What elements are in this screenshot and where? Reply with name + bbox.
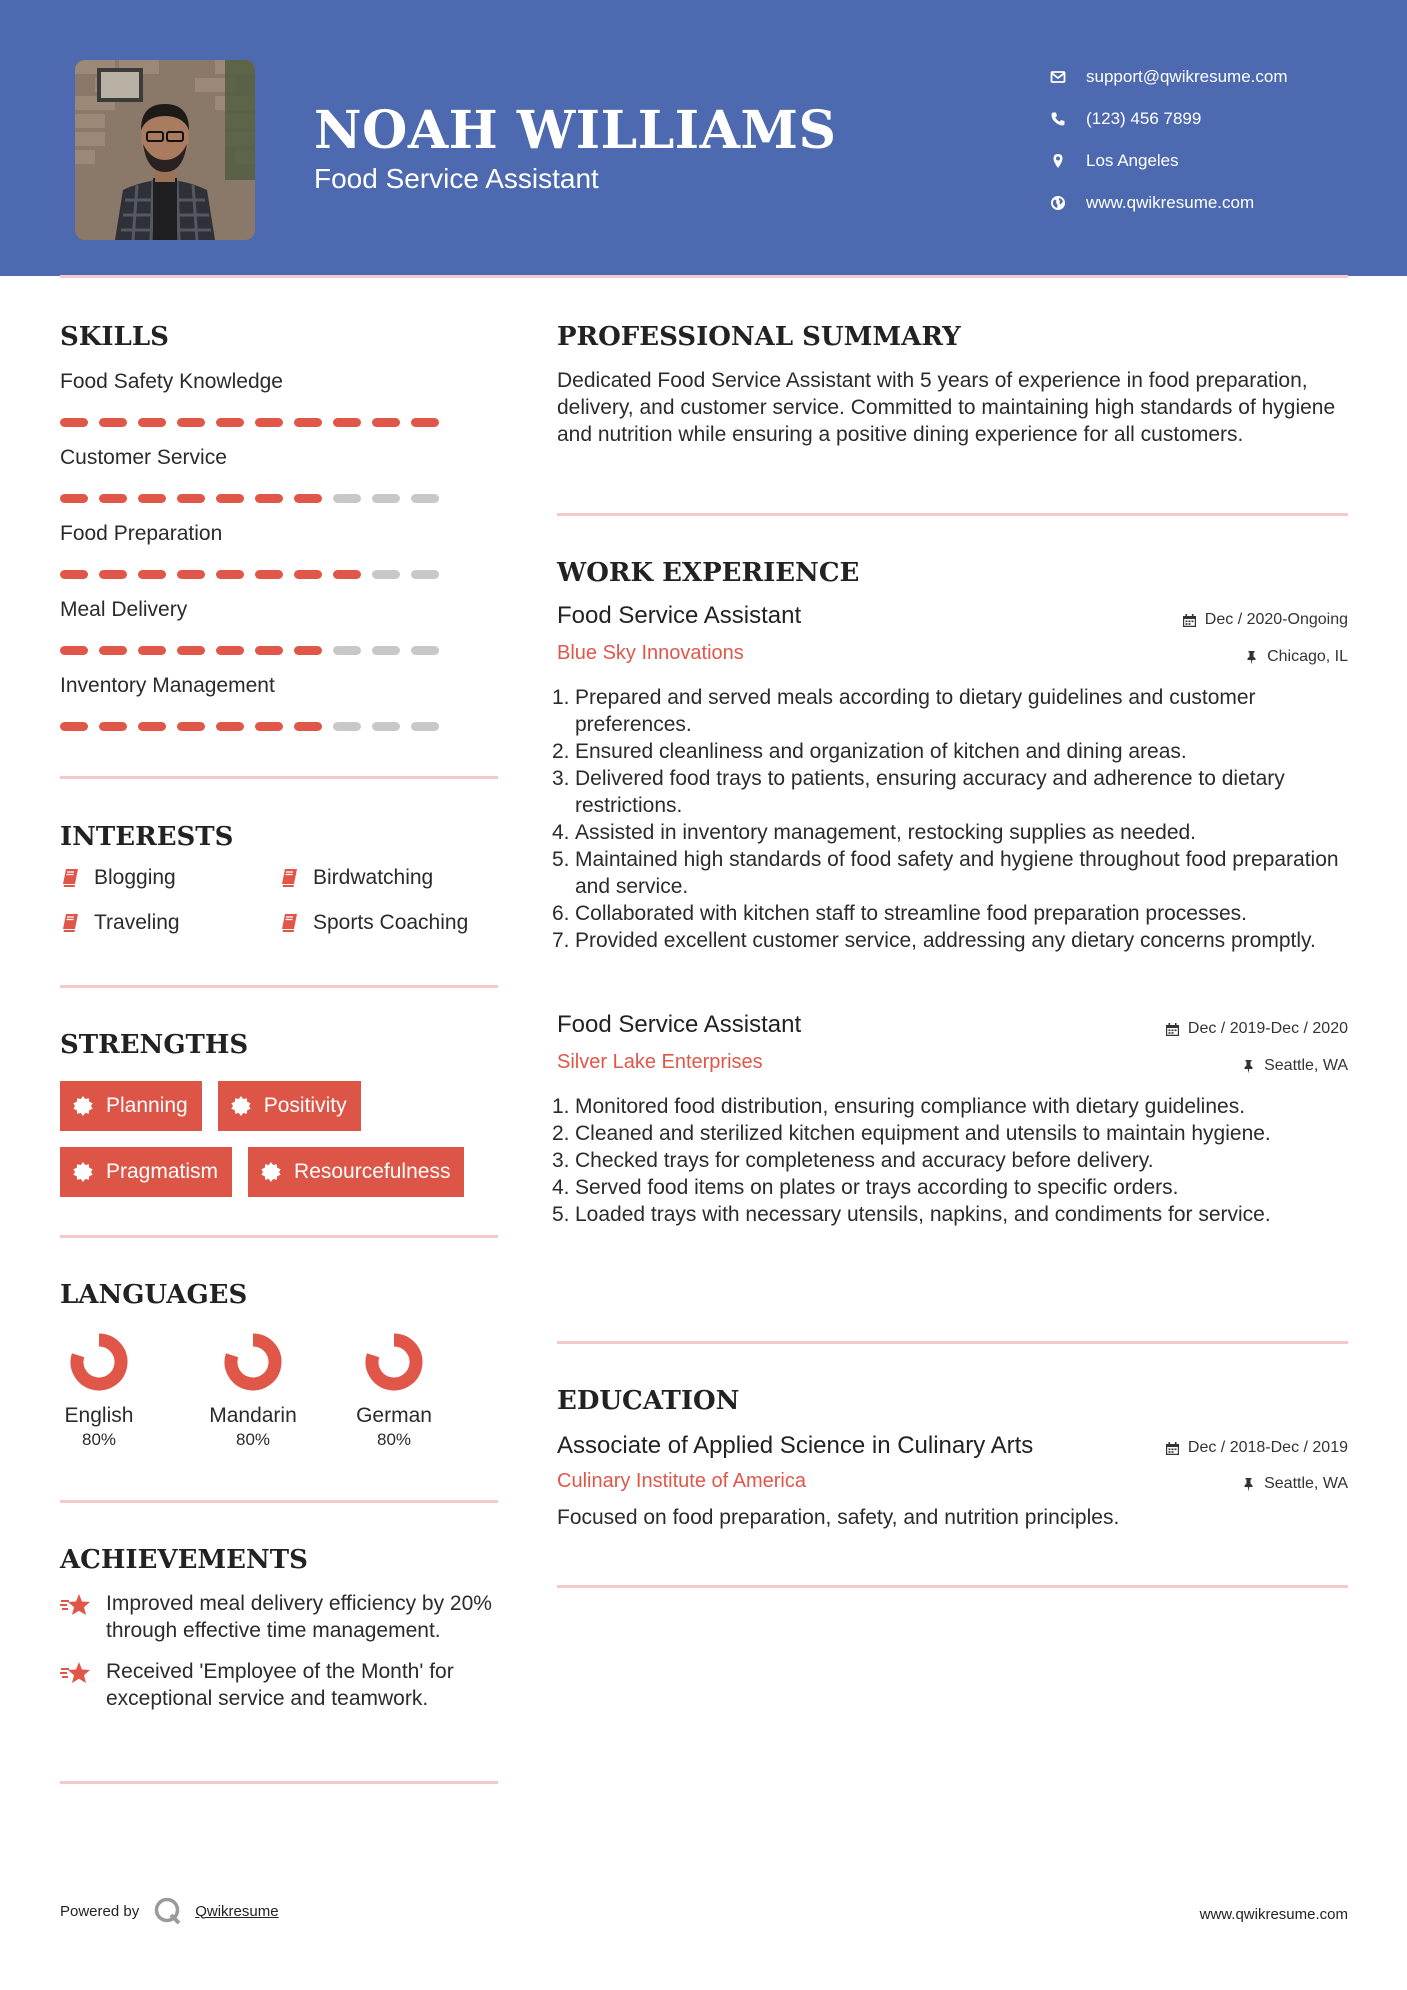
book-icon — [279, 913, 299, 933]
company-name: Blue Sky Innovations — [557, 642, 744, 664]
skill-dot-filled — [216, 722, 244, 731]
badge-icon — [72, 1161, 94, 1183]
skill-item — [60, 672, 500, 748]
skill-dot-empty — [333, 494, 361, 503]
star-icon — [60, 1660, 92, 1686]
language-progress-ring — [362, 1330, 426, 1394]
skill-dot-filled — [255, 646, 283, 655]
achievement-item: Improved meal delivery efficiency by 20% through effective time management. — [60, 1590, 500, 1644]
skill-dot-filled — [255, 418, 283, 427]
job-responsibilities — [552, 1093, 1348, 1228]
skill-name: Food Safety Knowledge — [60, 370, 283, 393]
profile-photo — [75, 60, 255, 240]
skill-dot-empty — [333, 646, 361, 655]
job-header — [557, 602, 1348, 632]
skill-dot-filled — [294, 418, 322, 427]
job-title: Food Service Assistant — [557, 1011, 802, 1038]
globe-icon — [1048, 193, 1068, 213]
skill-dot-filled — [411, 418, 439, 427]
interest-item: Traveling — [60, 910, 279, 936]
interest-item: Blogging — [60, 865, 279, 891]
degree-title: Associate of Applied Science in Culinary Arts — [557, 1432, 1034, 1459]
language-progress-arc — [231, 1340, 275, 1384]
list-item: 5. Loaded trays with necessary utensils, napkins, and condiments for service. — [552, 1203, 1271, 1226]
section-divider — [60, 776, 498, 779]
section-divider — [60, 1500, 498, 1503]
footer-website[interactable]: www.qwikresume.com — [1199, 1906, 1348, 1923]
language-progress-arc — [372, 1340, 416, 1384]
education-header — [557, 1432, 1348, 1462]
skill-dot-filled — [333, 418, 361, 427]
skill-dot-filled — [294, 570, 322, 579]
strength-chip: Pragmatism — [60, 1147, 232, 1197]
skill-dot-filled — [99, 418, 127, 427]
contact-location: Los Angeles — [1048, 140, 1378, 182]
skill-dot-filled — [216, 418, 244, 427]
skill-dot-filled — [138, 418, 166, 427]
map-pin-icon — [1048, 151, 1068, 171]
summary-text: Dedicated Food Service Assistant with 5 years of experience in food preparation, delivery, and customer service. Committed to maintaining high standards of hygiene and nutrition while ensuring a positive dining experience for all customers. — [557, 369, 1336, 446]
school-name: Culinary Institute of America — [557, 1470, 806, 1492]
contact-email[interactable]: support@qwikresume.com — [1048, 56, 1378, 98]
job-subheader — [557, 1051, 1348, 1079]
strengths-heading: STRENGTHS — [60, 1030, 249, 1060]
skill-name: Meal Delivery — [60, 598, 188, 621]
section-divider — [557, 513, 1348, 516]
skill-dot-filled — [60, 570, 88, 579]
skill-dot-filled — [333, 570, 361, 579]
qwikresume-logo-icon — [153, 1896, 183, 1926]
calendar-icon — [1165, 1441, 1180, 1456]
job-title: Food Service Assistant — [557, 602, 802, 629]
job-subheader — [557, 642, 1348, 670]
list-item: 4. Assisted in inventory management, restocking supplies as needed. — [552, 821, 1197, 844]
skills-heading: SKILLS — [60, 322, 169, 352]
strength-chip: Planning — [60, 1081, 202, 1131]
skill-dot-empty — [372, 646, 400, 655]
skill-dot-empty — [411, 570, 439, 579]
contact-list — [1048, 56, 1378, 224]
education-location: Seattle, WA — [1241, 1475, 1348, 1493]
list-item: 2. Cleaned and sterilized kitchen equipment and utensils to maintain hygiene. — [552, 1122, 1271, 1145]
skill-dot-empty — [333, 722, 361, 731]
header-divider — [60, 275, 1348, 278]
pushpin-icon — [1241, 1477, 1256, 1492]
language-name: Mandarin — [209, 1404, 297, 1427]
education-dates: Dec / 2018-Dec / 2019 — [1165, 1439, 1348, 1457]
skill-name: Inventory Management — [60, 674, 275, 697]
section-divider — [557, 1341, 1348, 1344]
list-item: 2. Ensured cleanliness and organization of kitchen and dining areas. — [552, 740, 1187, 763]
language-progress-arc — [77, 1340, 121, 1384]
skill-item — [60, 520, 500, 596]
strengths-list — [60, 1081, 500, 1213]
skill-dot-filled — [60, 646, 88, 655]
qwikresume-link[interactable]: Qwikresume — [195, 1902, 279, 1920]
skill-dot-filled — [177, 494, 205, 503]
education-subheader — [557, 1470, 1348, 1498]
skill-dot-filled — [255, 722, 283, 731]
skill-dot-filled — [372, 418, 400, 427]
skill-item — [60, 596, 500, 672]
skill-dot-filled — [294, 722, 322, 731]
education-description: Focused on food preparation, safety, and nutrition principles. — [557, 1506, 1120, 1529]
envelope-icon — [1048, 67, 1068, 87]
skills-list — [60, 368, 500, 748]
skill-dot-filled — [177, 570, 205, 579]
list-item: 1. Prepared and served meals according to dietary guidelines and customer preferences. — [552, 686, 1256, 736]
language-item — [350, 1330, 438, 1450]
list-item: 7. Provided excellent customer service, addressing any dietary concerns promptly. — [552, 929, 1316, 952]
interests-list — [60, 865, 500, 936]
section-divider — [60, 1781, 498, 1784]
skill-dot-filled — [294, 494, 322, 503]
list-item: 3. Delivered food trays to patients, ensuring accuracy and adherence to dietary restrictions. — [552, 767, 1285, 817]
skill-dot-filled — [177, 722, 205, 731]
job-dates: Dec / 2019-Dec / 2020 — [1165, 1020, 1348, 1038]
skill-dot-filled — [216, 494, 244, 503]
language-percent: 80% — [376, 1430, 412, 1449]
achievements-heading: ACHIEVEMENTS — [60, 1545, 308, 1575]
list-item: 5. Maintained high standards of food safety and hygiene throughout food preparation and service. — [552, 848, 1339, 898]
calendar-icon — [1182, 613, 1197, 628]
interest-item: Birdwatching — [279, 865, 500, 891]
languages-heading: LANGUAGES — [60, 1280, 248, 1310]
section-divider — [60, 1235, 498, 1238]
job-header — [557, 1011, 1348, 1041]
language-progress-ring — [221, 1330, 285, 1394]
achievement-item: Received 'Employee of the Month' for exceptional service and teamwork. — [60, 1658, 500, 1712]
language-item — [203, 1330, 303, 1450]
education-heading: EDUCATION — [557, 1386, 740, 1416]
skill-dot-filled — [99, 722, 127, 731]
skill-dot-filled — [255, 494, 283, 503]
interests-heading: INTERESTS — [60, 822, 234, 852]
book-icon — [60, 868, 80, 888]
candidate-title: Food Service Assistant — [314, 163, 599, 194]
skill-rating — [60, 646, 500, 655]
experience-heading: WORK EXPERIENCE — [557, 558, 860, 588]
skill-dot-empty — [411, 722, 439, 731]
skill-dot-filled — [255, 570, 283, 579]
skill-rating — [60, 494, 500, 503]
skill-dot-filled — [60, 494, 88, 503]
skill-dot-filled — [216, 646, 244, 655]
language-name: English — [64, 1404, 134, 1427]
section-divider — [60, 985, 498, 988]
skill-dot-filled — [177, 646, 205, 655]
book-icon — [279, 868, 299, 888]
skill-dot-empty — [372, 494, 400, 503]
badge-icon — [72, 1095, 94, 1117]
skill-rating — [60, 722, 500, 731]
language-item — [60, 1330, 138, 1450]
skill-dot-filled — [99, 646, 127, 655]
job-responsibilities — [552, 684, 1348, 954]
skill-dot-filled — [138, 722, 166, 731]
skill-dot-filled — [60, 722, 88, 731]
skill-dot-filled — [138, 494, 166, 503]
contact-website[interactable]: www.qwikresume.com — [1048, 182, 1378, 224]
list-item: 3. Checked trays for completeness and accuracy before delivery. — [552, 1149, 1154, 1172]
summary-heading: PROFESSIONAL SUMMARY — [557, 322, 961, 352]
job-dates: Dec / 2020-Ongoing — [1182, 611, 1348, 629]
skill-name: Customer Service — [60, 446, 227, 469]
list-item: 6. Collaborated with kitchen staff to streamline food preparation processes. — [552, 902, 1247, 925]
skill-dot-filled — [99, 570, 127, 579]
skill-name: Food Preparation — [60, 522, 223, 545]
section-divider — [557, 1585, 1348, 1588]
strength-chip: Resourcefulness — [248, 1147, 464, 1197]
resume-header — [0, 0, 1407, 276]
skill-dot-empty — [411, 646, 439, 655]
badge-icon — [260, 1161, 282, 1183]
skill-dot-empty — [411, 494, 439, 503]
job-location: Seattle, WA — [1241, 1057, 1348, 1075]
contact-phone[interactable]: (123) 456 7899 — [1048, 98, 1378, 140]
badge-icon — [230, 1095, 252, 1117]
skill-dot-filled — [138, 646, 166, 655]
star-icon — [60, 1592, 92, 1618]
skill-dot-filled — [216, 570, 244, 579]
pushpin-icon — [1244, 650, 1259, 665]
skill-rating — [60, 570, 500, 579]
list-item: 1. Monitored food distribution, ensuring compliance with dietary guidelines. — [552, 1095, 1246, 1118]
interest-item: Sports Coaching — [279, 910, 500, 936]
achievements-list — [60, 1590, 500, 1726]
skill-dot-filled — [60, 418, 88, 427]
footer-powered-by: Powered by Qwikresume — [60, 1896, 279, 1926]
skill-item — [60, 444, 500, 520]
language-progress-ring — [67, 1330, 131, 1394]
skill-item — [60, 368, 500, 444]
book-icon — [60, 913, 80, 933]
skill-dot-filled — [294, 646, 322, 655]
skill-rating — [60, 418, 500, 427]
strength-chip: Positivity — [218, 1081, 361, 1131]
language-name: German — [356, 1404, 432, 1427]
skill-dot-empty — [372, 570, 400, 579]
language-percent: 80% — [235, 1430, 271, 1449]
job-location: Chicago, IL — [1244, 648, 1348, 666]
company-name: Silver Lake Enterprises — [557, 1051, 763, 1073]
pushpin-icon — [1241, 1059, 1256, 1074]
list-item: 4. Served food items on plates or trays according to specific orders. — [552, 1176, 1179, 1199]
phone-icon — [1048, 109, 1068, 129]
calendar-icon — [1165, 1022, 1180, 1037]
language-percent: 80% — [81, 1430, 117, 1449]
candidate-name: NOAH WILLIAMS — [314, 100, 837, 161]
skill-dot-filled — [99, 494, 127, 503]
skill-dot-filled — [138, 570, 166, 579]
skill-dot-empty — [372, 722, 400, 731]
skill-dot-filled — [177, 418, 205, 427]
